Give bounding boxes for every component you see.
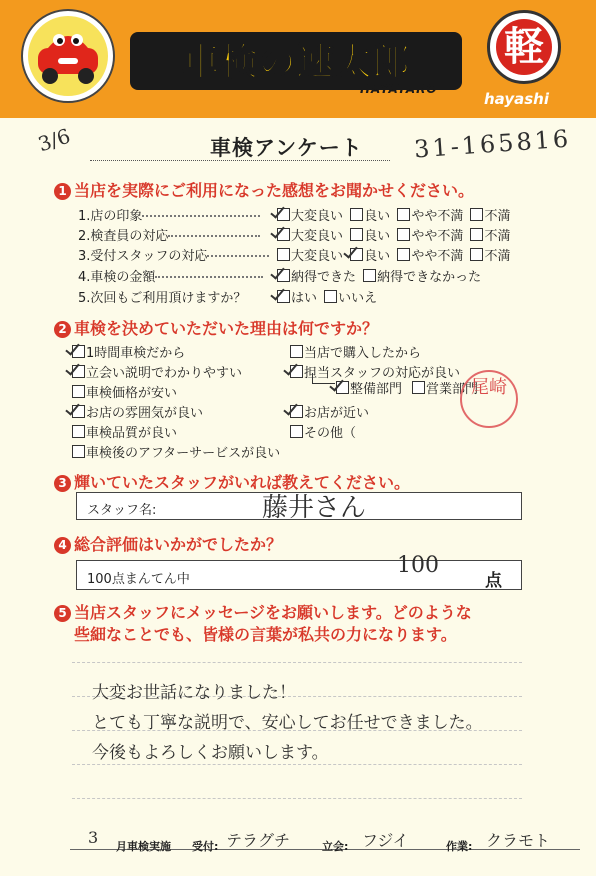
checkbox[interactable] xyxy=(277,208,290,221)
score-handwriting: 100 xyxy=(397,553,439,578)
maker-logo: hayashi xyxy=(484,90,549,108)
reason-item[interactable] xyxy=(72,422,177,441)
message-rule xyxy=(72,764,522,765)
q4-heading xyxy=(54,532,282,555)
title-underline xyxy=(90,160,390,161)
checkbox[interactable] xyxy=(72,385,85,398)
q2-heading-text: 車検を決めていただいた理由は何ですか？ xyxy=(74,319,379,338)
q1-row-5-options xyxy=(277,287,380,306)
option-label: 不満 xyxy=(484,229,511,244)
reason-label: 車検品質が良い xyxy=(86,426,178,441)
dotted-leader xyxy=(168,235,260,237)
q2-number-badge: 2 xyxy=(54,321,71,338)
option[interactable] xyxy=(350,245,390,264)
q3-heading-text: 輝いていたスタッフがいれば教えてください。 xyxy=(74,473,411,492)
name-seal-stamp: 尾崎 xyxy=(460,370,518,428)
checkbox[interactable] xyxy=(350,228,363,241)
reason-item[interactable] xyxy=(336,378,402,397)
kei-badge xyxy=(487,10,561,84)
reason-item[interactable] xyxy=(290,342,421,361)
footer-work-label: 作業: xyxy=(446,840,473,853)
reason-item[interactable] xyxy=(290,422,356,441)
reason-label: 当店で購入したから xyxy=(304,346,422,361)
header-banner xyxy=(0,0,596,118)
q1-row-3-options xyxy=(277,245,513,264)
reason-label: 車検後のアフターサービスが良い xyxy=(86,446,281,461)
option[interactable] xyxy=(470,225,510,244)
option[interactable] xyxy=(277,287,317,306)
checkbox[interactable] xyxy=(324,290,337,303)
option[interactable] xyxy=(470,205,510,224)
footer-reception-label: 受付: xyxy=(192,840,219,853)
message-line-1: 大変お世話になりました！ xyxy=(92,683,296,703)
checkbox[interactable] xyxy=(72,425,85,438)
option-label: いいえ xyxy=(338,291,378,306)
handwritten-serial: 31-165816 xyxy=(413,124,573,164)
option-label: 大変良い xyxy=(291,209,344,224)
option[interactable] xyxy=(397,225,463,244)
checkbox[interactable] xyxy=(397,248,410,261)
option-label: 納得できた xyxy=(291,270,357,285)
reason-label: お店が近い xyxy=(304,406,370,421)
q5-number-badge: 5 xyxy=(54,605,71,622)
checkbox[interactable] xyxy=(290,405,303,418)
kei-badge-label: 軽 xyxy=(496,19,552,75)
checkbox[interactable] xyxy=(412,381,425,394)
q1-row-label: 1.店の印象 xyxy=(78,209,143,224)
reason-label: 整備部門 xyxy=(350,382,403,397)
checkbox[interactable] xyxy=(72,345,85,358)
q2-heading xyxy=(54,316,378,339)
footer-reception-handwriting: テラグチ xyxy=(226,831,291,850)
reason-label: 立会い説明でわかりやすい xyxy=(86,366,243,381)
staff-name-field[interactable] xyxy=(76,492,522,523)
q1-row-1-options xyxy=(277,205,513,224)
option-label: 良い xyxy=(364,249,391,264)
checkbox[interactable] xyxy=(470,248,483,261)
message-line-3: 今後もよろしくお願いします。 xyxy=(92,743,329,763)
reason-label: その他（ xyxy=(304,426,357,441)
checkbox[interactable] xyxy=(290,365,303,378)
option[interactable] xyxy=(350,205,390,224)
checkbox[interactable] xyxy=(277,248,290,261)
dotted-leader xyxy=(155,276,263,278)
brand-romaji: HAYATARO xyxy=(360,82,438,96)
q1-row-1 xyxy=(78,205,260,224)
staff-name-handwriting: 藤井さん xyxy=(262,493,367,523)
option[interactable] xyxy=(277,245,343,264)
option-label: 不満 xyxy=(484,249,511,264)
checkbox[interactable] xyxy=(363,269,376,282)
q1-heading-text: 当店を実際にご利用になった感想をお聞かせください。 xyxy=(74,181,475,200)
option[interactable] xyxy=(350,225,390,244)
checkbox[interactable] xyxy=(72,365,85,378)
handwritten-date: 3/6 xyxy=(35,123,74,157)
checkbox[interactable] xyxy=(336,381,349,394)
option-label: 大変良い xyxy=(291,249,344,264)
option-label: やや不満 xyxy=(411,249,464,264)
reason-label: 担当スタッフの対応が良い xyxy=(304,366,461,381)
car-mascot-icon xyxy=(18,6,118,106)
option[interactable] xyxy=(397,205,463,224)
option[interactable] xyxy=(363,266,481,285)
checkbox[interactable] xyxy=(397,208,410,221)
option-label: 不満 xyxy=(484,209,511,224)
score-label: 100点まんてん中 xyxy=(87,572,190,587)
option[interactable] xyxy=(397,245,463,264)
q1-row-4-options xyxy=(277,266,484,285)
reason-label: 1時間車検だから xyxy=(86,346,186,361)
q5-heading-line2: 些細なことでも、皆様の言葉が私共の力になります。 xyxy=(74,625,457,644)
reason-label: 車検価格が安い xyxy=(86,386,178,401)
q1-row-label: 5.次回もご利用頂けますか？ xyxy=(78,291,247,306)
q5-heading xyxy=(54,600,472,623)
option[interactable] xyxy=(324,287,377,306)
score-field[interactable] xyxy=(76,553,522,591)
reason-label: 営業部門 xyxy=(426,382,479,397)
brand-name: 車検の速太郎 xyxy=(181,40,411,84)
q4-heading-text: 総合評価はいかがでしたか？ xyxy=(74,535,283,554)
q1-row-2-options xyxy=(277,225,513,244)
q3-number-badge: 3 xyxy=(54,475,71,492)
q1-row-3 xyxy=(78,245,269,264)
score-unit: 点 xyxy=(485,571,502,591)
q1-row-4 xyxy=(78,266,263,285)
checkbox[interactable] xyxy=(350,248,363,261)
checkbox[interactable] xyxy=(290,425,303,438)
checkbox[interactable] xyxy=(397,228,410,241)
checkbox[interactable] xyxy=(277,269,290,282)
message-line-2: とても丁寧な説明で、安心してお任せできました。 xyxy=(92,713,483,733)
option-label: 納得できなかった xyxy=(377,270,482,285)
footer-month-label: 月車検実施 xyxy=(116,840,171,853)
message-rule xyxy=(72,662,522,663)
reason-item[interactable] xyxy=(72,382,177,401)
checkbox[interactable] xyxy=(277,228,290,241)
staff-name-label: スタッフ名: xyxy=(87,503,157,518)
reason-item[interactable] xyxy=(72,362,242,381)
option-label: やや不満 xyxy=(411,229,464,244)
q1-row-label: 2.検査員の対応 xyxy=(78,229,169,244)
option-label: はい xyxy=(291,291,318,306)
checkbox[interactable] xyxy=(72,445,85,458)
option-label: 良い xyxy=(364,229,391,244)
q1-row-label: 4.車検の金額 xyxy=(78,270,156,285)
message-rule xyxy=(72,798,522,799)
option[interactable] xyxy=(277,266,356,285)
form-title: 車検アンケート xyxy=(210,136,363,160)
reason-label: お店の雰囲気が良い xyxy=(86,406,204,421)
q1-heading xyxy=(54,178,474,201)
reason-item[interactable] xyxy=(290,402,369,421)
q5-heading-line1: 当店スタッフにメッセージをお願いします。どのような xyxy=(74,603,472,622)
checkbox[interactable] xyxy=(277,290,290,303)
checkbox[interactable] xyxy=(72,405,85,418)
q1-number-badge: 1 xyxy=(54,183,71,200)
option-label: 良い xyxy=(364,209,391,224)
q4-number-badge: 4 xyxy=(54,537,71,554)
checkbox[interactable] xyxy=(470,228,483,241)
checkbox[interactable] xyxy=(290,345,303,358)
dotted-leader xyxy=(207,255,269,257)
reason-item[interactable] xyxy=(72,342,185,361)
footer-month-handwriting: 3 xyxy=(88,828,99,847)
reason-item[interactable] xyxy=(72,402,203,421)
option[interactable] xyxy=(470,245,510,264)
footer-witness-label: 立会: xyxy=(322,840,349,853)
q1-row-5 xyxy=(78,287,246,306)
q1-row-label: 3.受付スタッフの対応 xyxy=(78,249,208,264)
option-label: やや不満 xyxy=(411,209,464,224)
checkbox[interactable] xyxy=(470,208,483,221)
option[interactable] xyxy=(277,205,343,224)
checkbox[interactable] xyxy=(350,208,363,221)
footer-work-handwriting: クラモト xyxy=(486,831,551,850)
option-label: 大変良い xyxy=(291,229,344,244)
reason-item[interactable] xyxy=(72,442,280,461)
q1-row-2 xyxy=(78,225,260,244)
option[interactable] xyxy=(277,225,343,244)
footer-witness-handwriting: フジイ xyxy=(362,831,409,850)
dotted-leader xyxy=(142,215,260,217)
